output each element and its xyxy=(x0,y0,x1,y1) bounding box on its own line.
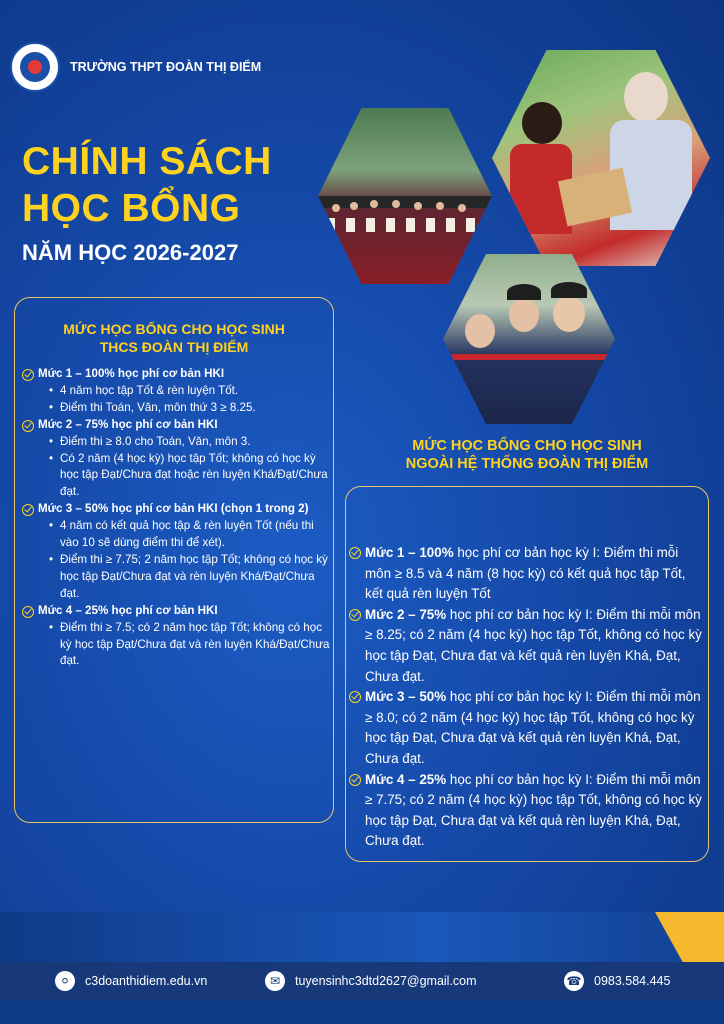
check-circle-icon xyxy=(22,606,34,618)
phone-text[interactable]: 0983.584.445 xyxy=(594,974,671,988)
level-2-title: Mức 2 – 75% học phí cơ bản HKI xyxy=(38,417,218,431)
external-scholarship-title: MỨC HỌC BỔNG CHO HỌC SINH NGOÀI HỆ THỐNG ĐOÀN THỊ ĐIỂM xyxy=(405,438,649,472)
level-4-block xyxy=(22,603,332,671)
level-3-title: Mức 3 – 50% học phí cơ bản HKI (chọn 1 trong 2) xyxy=(38,502,309,516)
internal-scholarship-list xyxy=(22,366,332,670)
title-line-1: CHÍNH SÁCH xyxy=(22,140,272,183)
level-1-block xyxy=(22,366,332,417)
list-item: • Có 2 năm (4 học kỳ) học tập Tốt; không có học kỳ học tập Đạt/Chưa đạt hoặc rèn luyện Khá/Đạt/Chưa đạt. xyxy=(60,451,332,502)
check-circle-icon xyxy=(22,369,34,381)
list-item xyxy=(349,543,707,605)
decorative-bottom-band xyxy=(0,1000,724,1024)
level-title: Mức 2 – 75% xyxy=(365,606,447,622)
list-item xyxy=(349,687,707,769)
list-item xyxy=(349,605,707,687)
footer-phone[interactable] xyxy=(564,962,670,1000)
school-name: TRƯỜNG THPT ĐOÀN THỊ ĐIỂM xyxy=(70,60,262,74)
list-item: • Điểm thi ≥ 7.75; 2 năm học tập Tốt; không có học kỳ học tập Đạt/Chưa đạt và rèn luyện Khá/Đạt/Chưa đạt. xyxy=(60,552,332,603)
list-item: • Điểm thi ≥ 7.5; có 2 năm học tập Tốt; không có học kỳ học tập Đạt/Chưa đạt và rèn luyện Khá/Đạt/Chưa đạt. xyxy=(60,620,332,671)
check-circle-icon xyxy=(349,774,361,786)
students-photo xyxy=(443,254,615,424)
email-text[interactable]: tuyensinhc3dtd2627@gmail.com xyxy=(295,974,477,988)
list-item: • Điểm thi ≥ 8.0 cho Toán, Văn, môn 3. xyxy=(60,434,332,451)
level-text: học phí cơ bản học kỳ I: Điểm thi mỗi môn ≥ 7.75; có 2 năm (4 học kỳ) học tập Tốt, không có học kỳ học tập Đạt, Chưa đạt và kết quả rèn luyện Khá, Đạt, Chưa đạt. xyxy=(365,771,702,849)
footer-website[interactable] xyxy=(55,962,207,1000)
footer-email[interactable] xyxy=(265,962,477,1000)
page-title xyxy=(22,138,272,232)
school-year: NĂM HỌC 2026-2027 xyxy=(22,240,239,265)
graduation-photo xyxy=(318,108,492,284)
check-circle-icon xyxy=(349,691,361,703)
level-title: Mức 4 – 25% xyxy=(365,771,447,787)
list-item xyxy=(349,770,707,852)
external-scholarship-list xyxy=(349,543,707,852)
school-logo-icon xyxy=(10,42,60,92)
level-4-title: Mức 4 – 25% học phí cơ bản HKI xyxy=(38,603,218,617)
level-text: học phí cơ bản học kỳ I: Điểm thi mỗi môn ≥ 8.5 và 4 năm (8 học kỳ) có kết quả học tập Tốt, kết quả rèn luyện Tốt xyxy=(365,545,686,602)
internal-scholarship-title: MỨC HỌC BỔNG CHO HỌC SINH THCS ĐOÀN THỊ ĐIỂM xyxy=(63,321,285,355)
level-2-block xyxy=(22,417,332,502)
level-title: Mức 1 – 100% xyxy=(365,545,454,560)
decorative-stripe xyxy=(0,912,724,962)
website-text[interactable]: c3doanthidiem.edu.vn xyxy=(85,974,208,988)
level-1-title: Mức 1 – 100% học phí cơ bản HKI xyxy=(38,367,225,380)
check-circle-icon xyxy=(349,609,361,621)
award-ceremony-photo xyxy=(492,50,710,266)
check-circle-icon xyxy=(349,547,361,559)
list-item: • Điểm thi Toán, Văn, môn thứ 3 ≥ 8.25. xyxy=(60,400,332,417)
check-circle-icon xyxy=(22,504,34,516)
globe-icon: ⚪ xyxy=(55,971,75,991)
title-line-2: HỌC BỔNG xyxy=(22,187,241,230)
phone-icon: ☎ xyxy=(564,971,584,991)
level-title: Mức 3 – 50% xyxy=(365,689,447,705)
header xyxy=(10,42,261,92)
level-text: học phí cơ bản học kỳ I: Điểm thi mỗi môn ≥ 8.25; có 2 năm (4 học kỳ) học tập Tốt, không có học kỳ học tập Đạt, Chưa đạt và kết quả rèn luyện Khá, Đạt, Chưa đạt. xyxy=(365,606,702,684)
level-3-block xyxy=(22,501,332,602)
mail-icon: ✉ xyxy=(265,971,285,991)
list-item: • 4 năm có kết quả học tập & rèn luyện Tốt (nếu thi vào 10 sẽ dùng điểm thi để xét). xyxy=(60,518,332,552)
list-item: • 4 năm học tập Tốt & rèn luyện Tốt. xyxy=(60,383,332,400)
level-text: học phí cơ bản học kỳ I: Điểm thi mỗi môn ≥ 8.0; có 2 năm (4 học kỳ) học tập Tốt, không có học kỳ học tập Đạt, Chưa đạt và kết quả rèn luyện Khá, Đạt, Chưa đạt. xyxy=(365,689,701,766)
check-circle-icon xyxy=(22,420,34,432)
